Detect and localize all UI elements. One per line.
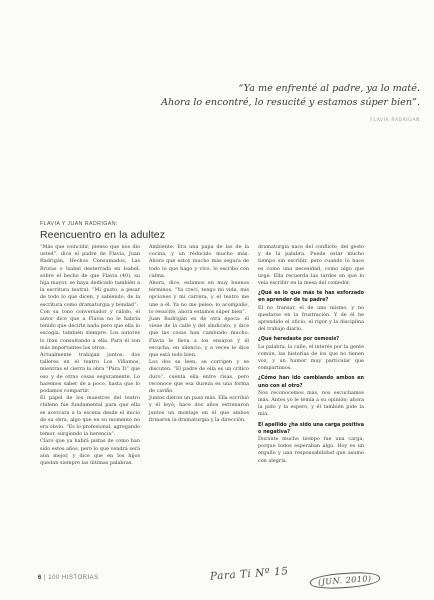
paragraph: Actualmente trabajan juntos, dos talleres en el teatro Los Viñamos, mientras el cierra la obra “Para Tí” que eso y de otras cosas seguramente. Lo haremos saber de a poco, hasta que lo podamos compartir. <box>40 352 140 395</box>
paragraph: “Más que coincidir, pienso que nos dio usted”, dice el padre de Flavia, Juan Radrigán, Hechos Consumados, Las Brutas o Isabel desterrada en Isabel, sobre el hecho de que Flavia (40), su hija mayor, se haya dedicado también a la escritura teatral. “Mi gusto, a pesar de todo lo que dicen, y sabiendo, de la escritura como dramaturgia y bondad”. <box>40 244 140 308</box>
paragraph: El papel de los maestros del teatro chileno fue fundamental para que ella se acercara a la escena desde el inicio de su obra, algo que en su momento no era obvio. “Es lo profesional, agregando temor, surgiendo la herencia”. <box>40 395 140 438</box>
interview-question: ¿Qué heredaste por osmosis? <box>258 336 340 343</box>
pull-quote-line-1: “Ya me enfrenté al padre, ya lo maté. <box>238 83 420 94</box>
pull-quote-line-2: Ahora lo encontré, lo resucité y estamos súper bien”. <box>161 97 420 108</box>
article-headline: Reencuentro en la adultez <box>40 229 166 241</box>
pull-quote <box>150 82 420 110</box>
pull-quote-credit: FLAVIA RADRIGAN <box>370 118 420 123</box>
interview-answer: Nos reconocemos más, nos escuchamos más. Antes yo le temía a su opinión; ahora la pido y la espero, y él también pide la mía. <box>258 389 364 418</box>
page-number: 6 <box>38 575 42 581</box>
section-name: | 100 HISTORIAS <box>44 575 99 581</box>
text-column-3 <box>258 244 364 465</box>
interview-question: ¿Qué es lo que más te has esforzado en aprender de tu padre? <box>258 290 364 304</box>
paragraph: Con su tono conversador y cálido, el autor dice que a Flavia no le habría tenido que decirle nada pero que ella lo escogía, también siempre. Los autores lo iban consultando a ella. Para él son más importantes los otros. <box>40 308 140 351</box>
interview-question: El apellido ¿ha sido una carga positiva o negativa? <box>258 421 364 435</box>
paragraph: Los dos se leen, se corrigen y se discuten. “El padre de ella es un crítico duro”, cuenta ella entre risas, pero reconoce que esa dureza es una forma de cariño. <box>149 359 249 395</box>
interview-answer: La palabra, la calle, el interés por la gente común, las historias de los que no tienen voz, y un humor muy particular que compartimos. <box>258 343 364 372</box>
interview-answer: Durante mucho tiempo fue una carga, porque todos esperaban algo. Hoy es un orgullo y una responsabilidad que asumo con alegría. <box>258 436 364 464</box>
interview-question: ¿Cómo han ido cambiando ambos en uno con el otro? <box>258 375 364 389</box>
paragraph: Juan Radrigán es de otra época: él viene de la calle y del sindicato, y dice que las cosas han cambiado mucho. Flavia le lleva a los ensayos y él escucha, en silencio, y a veces le dice que está todo bien. <box>149 316 249 359</box>
paragraph: dramaturgia nace del conflicto, del gesto y de la palabra. Puede estar mucho tiempo sin escribir, pero cuando lo hace es como una necesidad, como algo que urge. Ella recuerda las tardes en que lo veía escribir en la mesa del comedor. <box>258 244 364 287</box>
page-folio <box>38 575 99 581</box>
paragraph: Claro que ya habrá pistas de cómo han sido estos años, pero lo que vendrá será aún mejor, y dice que en los hijos quedan siempre las últimas palabras. <box>40 438 140 467</box>
text-column-1 <box>40 244 140 467</box>
paragraph: Juntos dieron un paso más. Ella escribió y él leyó; hace dos años estrenaron juntos un montaje en el que ambos firmaron la dramaturgia y la dirección. <box>149 395 249 423</box>
handwritten-note: Para Ti Nº 15 <box>209 565 289 583</box>
interview-answer: El no transar, el de uno mismo, y no quedarse en la frustración. Y de él he aprendido el oficio, el rigor y la disciplina del trabajo diario. <box>258 304 364 333</box>
article-kicker: FLAVIA Y JUAN RADRIGAN: <box>40 221 118 227</box>
paragraph: Ahora, dice, estamos en muy buenos términos. “Ya crecí, tengo mi vida, mis opciones y mi carrera, y el teatro me une a él. Ya no me peleo; lo acompaño, lo resucité, ahora estamos súper bien”. <box>149 280 249 315</box>
text-column-2 <box>149 244 249 424</box>
paragraph: Ambiente. Era una papa de las de la cocina, y un réducido mucho más. Ahora que estoy mucho más segura de todo lo que hago y vivo, lo escribo con calma. <box>149 244 249 279</box>
handwritten-date: (JUN. 2010) <box>310 571 381 591</box>
